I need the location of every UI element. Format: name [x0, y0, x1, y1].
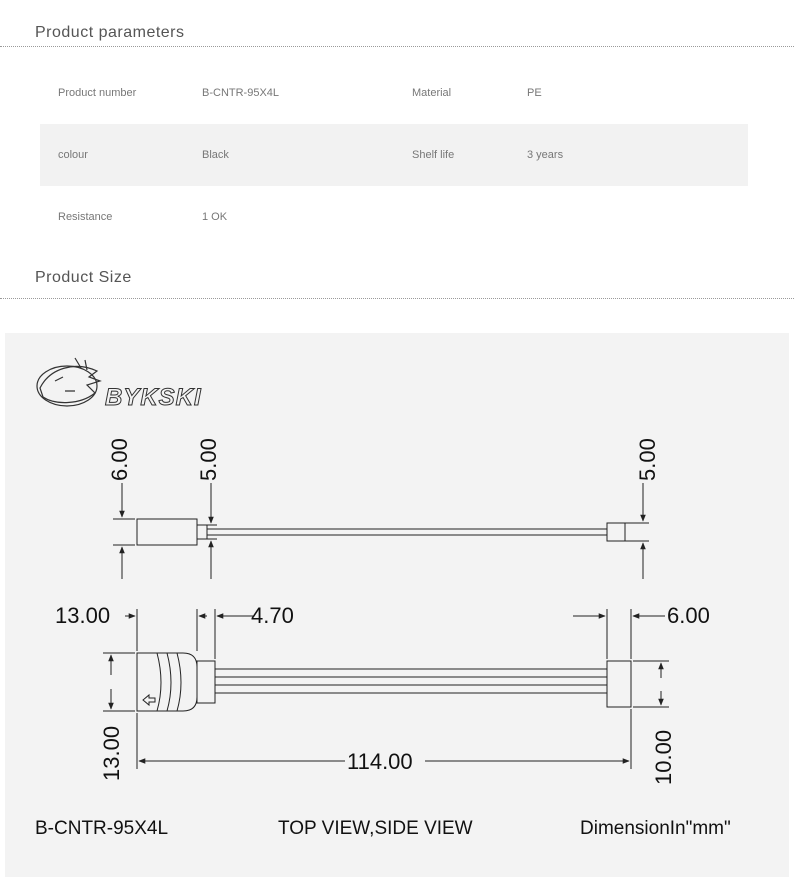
param-label: Product number — [58, 87, 137, 99]
brand-logo-text: BYKSKI — [105, 384, 202, 411]
param-label: colour — [58, 149, 88, 161]
param-value: Black — [202, 149, 229, 161]
dim-label: 4.70 — [251, 603, 294, 628]
param-label: Shelf life — [412, 149, 455, 161]
dim-label: 5.00 — [196, 438, 221, 481]
top-view — [113, 483, 649, 579]
dim-label: 10.00 — [651, 729, 676, 785]
param-label: Material — [412, 87, 452, 99]
side-connector-collar — [197, 661, 215, 703]
section-title-size: Product Size — [35, 269, 132, 286]
unit-caption: DimensionIn"mm" — [580, 818, 731, 839]
top-connector-body — [137, 519, 197, 545]
param-value: B-CNTR-95X4L — [202, 87, 280, 99]
dim-label: 114.00 — [347, 749, 413, 774]
param-label: Resistance — [58, 211, 113, 223]
param-value: PE — [527, 87, 542, 99]
dim-label: 13.00 — [99, 725, 124, 781]
top-right-connector — [607, 523, 625, 541]
dim-label: 5.00 — [635, 438, 660, 481]
param-value: 1 OK — [202, 211, 228, 223]
side-right-connector — [607, 661, 631, 707]
section-title-parameters: Product parameters — [35, 24, 185, 41]
param-value: 3 years — [527, 149, 564, 161]
param-row — [40, 186, 748, 248]
divider — [0, 46, 794, 47]
dimension-drawing — [5, 333, 789, 877]
dim-label: 6.00 — [667, 603, 710, 628]
model-caption: B-CNTR-95X4L — [35, 818, 169, 839]
param-row — [40, 62, 748, 124]
divider — [0, 298, 794, 299]
side-view — [103, 609, 669, 769]
dim-label: 6.00 — [107, 438, 132, 481]
top-connector-collar — [197, 525, 207, 539]
arrow-left-icon — [143, 695, 155, 705]
param-row — [40, 124, 748, 186]
dragon-logo-icon — [37, 358, 100, 406]
views-caption: TOP VIEW,SIDE VIEW — [278, 818, 473, 839]
dim-label: 13.00 — [55, 603, 111, 628]
